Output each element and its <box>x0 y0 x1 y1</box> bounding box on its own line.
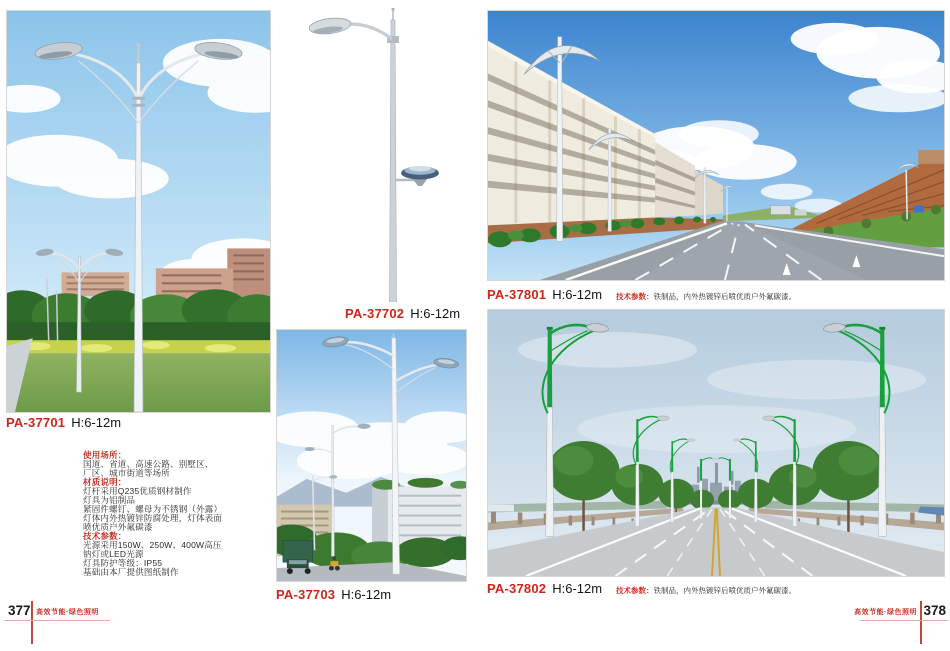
footer-right <box>810 600 950 648</box>
footer-rule <box>860 620 948 621</box>
note-title: 技术参数： <box>616 292 654 301</box>
road-scene-illustration <box>488 11 944 280</box>
spec-line: 紧固件螺钉、螺母为不锈钢（外露） <box>83 504 223 514</box>
note-text: 铁制品，内外热镀锌后喷优质户外氟碳漆。 <box>653 292 797 301</box>
product-height: H:6-12m <box>341 587 392 602</box>
product-code: PA-37702 <box>345 306 405 321</box>
footer-left <box>0 600 140 648</box>
spec-line: 光源采用150W、250W、400W高压 <box>83 540 222 550</box>
product-label-pa-37702 <box>345 306 460 321</box>
product-label-pa-37802 <box>487 581 796 596</box>
footer-slogan: 高效节能·绿色照明 <box>36 609 99 616</box>
spec-line: 基础由本厂提供图纸制作 <box>83 567 179 577</box>
spec-line: 厂区、城市街道等场所 <box>83 468 171 478</box>
footer-divider <box>31 601 33 644</box>
product-height: H:6-12m <box>552 287 603 302</box>
photo-pa-37801 <box>487 10 945 281</box>
usage-title: 使用场所： <box>83 450 127 460</box>
page-number-right: 378 <box>923 603 946 618</box>
tech-title: 技术参数： <box>83 531 127 541</box>
note-title: 技术参数： <box>616 586 654 595</box>
streetlight-scene-illustration <box>7 11 270 412</box>
spec-line: 灯具为铝制品 <box>83 495 136 505</box>
avenue-render-illustration <box>488 310 944 576</box>
photo-pa-37701 <box>6 10 271 413</box>
photo-pa-37702 <box>300 6 465 302</box>
product-label-pa-37703 <box>276 587 391 602</box>
spec-text-block <box>83 451 222 577</box>
single-pole-illustration <box>300 6 465 302</box>
note-text: 铁制品，内外热镀锌后喷优质户外氟碳漆。 <box>653 586 797 595</box>
photo-pa-37802 <box>487 309 945 577</box>
spec-line: 灯杆采用Q235优质钢材制作 <box>83 486 192 496</box>
product-code: PA-37703 <box>276 587 336 602</box>
product-label-pa-37801 <box>487 287 796 302</box>
material-title: 材质说明： <box>83 477 127 487</box>
photo-pa-37703 <box>276 329 467 582</box>
spec-line: 国道、省道、高速公路、别墅区、 <box>83 459 214 469</box>
product-code: PA-37801 <box>487 287 547 302</box>
footer-divider <box>920 601 922 644</box>
spec-line: 钠灯或LED光源 <box>83 549 144 559</box>
footer-rule <box>4 620 110 621</box>
bridge-rail <box>488 505 514 512</box>
product-code: PA-37701 <box>6 415 66 430</box>
product-height: H:6-12m <box>71 415 122 430</box>
page-number-left: 377 <box>8 603 31 618</box>
product-code: PA-37802 <box>487 581 547 596</box>
product-height: H:6-12m <box>552 581 603 596</box>
spec-line: 灯具防护等级：IP55 <box>83 558 163 568</box>
product-label-pa-37701 <box>6 415 121 430</box>
spec-line: 灯体内外热镀锌防腐处理，灯体表面 <box>83 513 223 523</box>
spec-line: 喷优质户外氟碳漆 <box>83 522 153 532</box>
street-scene-illustration <box>277 330 466 581</box>
road-sign <box>914 206 924 213</box>
footer-slogan: 高效节能·绿色照明 <box>854 609 917 616</box>
product-height: H:6-12m <box>410 306 461 321</box>
